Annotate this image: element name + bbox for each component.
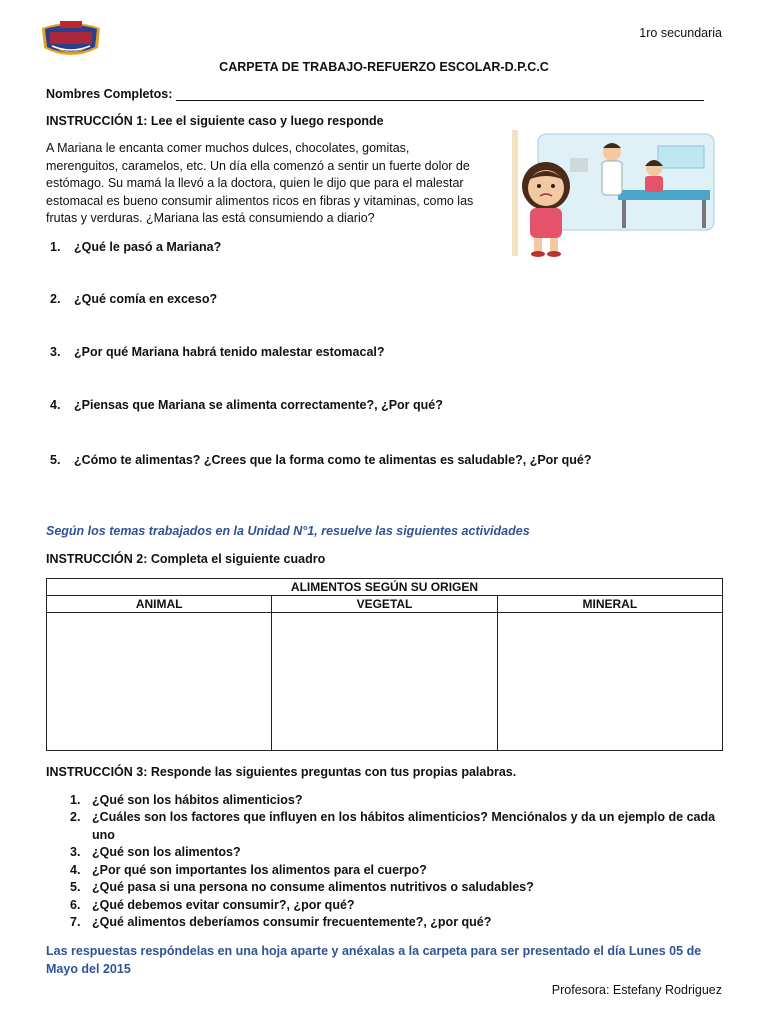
table-title: ALIMENTOS SEGÚN SU ORIGEN bbox=[47, 579, 723, 596]
teacher-signature: Profesora: Estefany Rodriguez bbox=[551, 983, 722, 997]
final-note-line: Las respuestas respóndelas en una hoja aparte y anéxalas a la carpeta para ser presentado el día Lunes 05 de bbox=[46, 944, 702, 958]
question-item: 3. ¿Qué son los alimentos? bbox=[70, 845, 241, 859]
names-field bbox=[46, 87, 704, 101]
doctor-visit-illustration bbox=[508, 128, 718, 260]
story-line: frutas y verduras. ¿Mariana las está consumiendo a diario? bbox=[46, 211, 375, 225]
question-item: 2. ¿Cuáles son los factores que influyen en los hábitos alimenticios? Menciónalos y da un ejemplo de cada uno bbox=[70, 810, 716, 842]
names-label: Nombres Completos: bbox=[46, 87, 173, 101]
question-item: 3. ¿Por qué Mariana habrá tenido malestar estomacal? bbox=[50, 345, 385, 359]
column-header-vegetal: VEGETAL bbox=[272, 596, 497, 613]
instruction-3: INSTRUCCIÓN 3: Responde las siguientes preguntas con tus propias palabras. bbox=[46, 765, 517, 779]
question-item: 6. ¿Qué debemos evitar consumir?, ¿por qué? bbox=[70, 898, 355, 912]
unit-note: Según los temas trabajados en la Unidad N°1, resuelve las siguientes actividades bbox=[46, 524, 530, 538]
story-line: merenguitos, caramelos, etc. Un día ella comenzó a sentir un fuerte dolor de bbox=[46, 158, 470, 173]
question-item: 1. ¿Qué le pasó a Mariana? bbox=[50, 240, 222, 254]
column-header-mineral: MINERAL bbox=[497, 596, 722, 613]
column-header-animal: ANIMAL bbox=[47, 596, 272, 613]
question-item: 5. ¿Cómo te alimentas? ¿Crees que la forma como te alimentas es saludable?, ¿Por qué? bbox=[50, 453, 592, 467]
answer-cell-vegetal[interactable] bbox=[272, 613, 497, 751]
question-item: 7. ¿Qué alimentos deberíamos consumir frecuentemente?, ¿por qué? bbox=[70, 915, 492, 929]
answer-cell-mineral[interactable] bbox=[497, 613, 722, 751]
document-title: CARPETA DE TRABAJO-REFUERZO ESCOLAR-D.P.C.C bbox=[219, 60, 549, 74]
names-blank-line[interactable] bbox=[176, 88, 704, 101]
food-origin-table bbox=[46, 578, 723, 751]
question-item: 5. ¿Qué pasa si una persona no consume alimentos nutritivos o saludables? bbox=[70, 880, 534, 894]
case-story bbox=[46, 140, 492, 228]
final-note-line: Mayo del 2015 bbox=[46, 962, 131, 976]
final-note bbox=[46, 942, 726, 978]
question-item: 2. ¿Qué comía en exceso? bbox=[50, 292, 218, 306]
question-item: 1. ¿Qué son los hábitos alimenticios? bbox=[70, 793, 303, 807]
story-line: A Mariana le encanta comer muchos dulces, chocolates, gomitas, bbox=[46, 141, 410, 155]
story-line: estómago. Su mamá la llevó a la doctora, quien le dijo que para el malestar bbox=[46, 176, 464, 190]
story-line: estomacal es bueno consumir alimentos ricos en fibras y vitaminas, como las bbox=[46, 193, 474, 208]
question-item: 4. ¿Por qué son importantes los alimentos para el cuerpo? bbox=[70, 863, 427, 877]
answer-cell-animal[interactable] bbox=[47, 613, 272, 751]
grade-label: 1ro secundaria bbox=[639, 26, 722, 40]
instruction-2: INSTRUCCIÓN 2: Completa el siguiente cuadro bbox=[46, 552, 326, 566]
school-crest-icon bbox=[40, 18, 102, 60]
question-item: 4. ¿Piensas que Mariana se alimenta correctamente?, ¿Por qué? bbox=[50, 398, 443, 412]
instruction-1: INSTRUCCIÓN 1: Lee el siguiente caso y luego responde bbox=[46, 114, 384, 128]
